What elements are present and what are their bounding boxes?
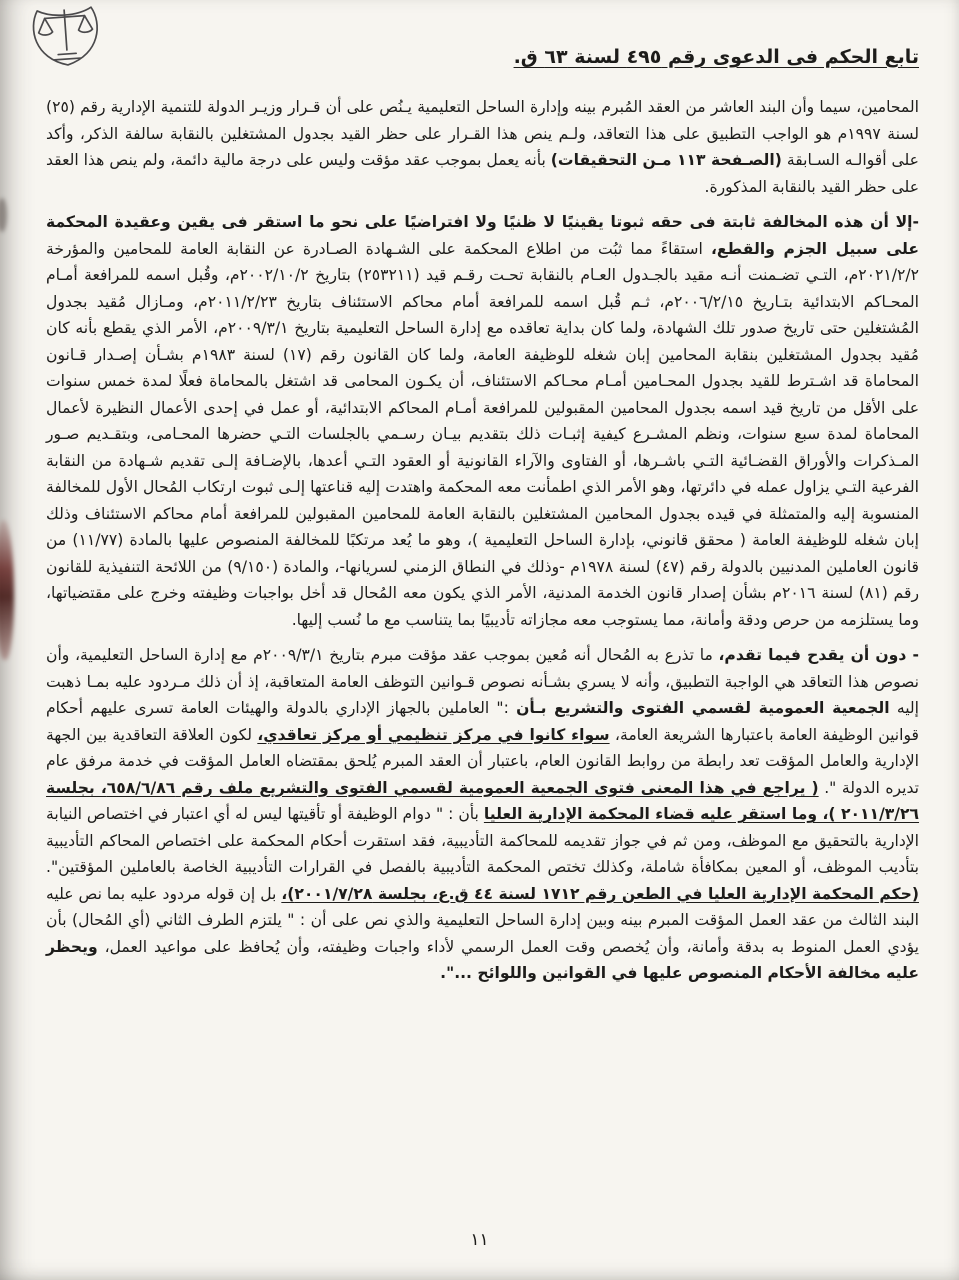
text-segment-bold: الجمعية العمومية لقسمي الفتوى والتشريع بـأن xyxy=(516,699,890,717)
text-segment-bold-underline: (حكم المحكمة الإدارية العليا في الطعن رقم ١٧١٢ لسنة ٤٤ ق.ع، بجلسة ٢٠٠١/٧/٢٨)، xyxy=(281,884,919,903)
text-segment: بل إن قوله مردود عليه بما نص عليه البند الثالث من عقد العمل المؤقت المبرم بينه وبين إدارة الساحل التعليمية والذي نص على أن : " يلتزم الطرف الثاني (أي المُحال) بأن يؤدي العمل المنوط به بدقة وأمانة، وأن يُخصص وقت العمل الرسمي لأداء واجبات وظيفته، وأن يُحافظ على مواعيد العمل، xyxy=(46,884,919,956)
text-segment: بأن : " دوام الوظيفة أو تأقيتها ليس له أي اعتبار في اختصاص النيابة الإدارية بالتحقيق مع الموظف، ومن ثم في جواز تقديمه للمحاكمة التأديبية، فقد استقرت أحكام المحكمة على اختصاص المحاكم التأديبية بتأديب الموظف، أو المعين بمكافأة شاملة، وكذلك تختص المحكمة التأديبية بالفصل في القرارات التأديبية الخاصة بالعاملين المؤقتين". xyxy=(46,805,919,876)
text-segment-bold: -إلا أن هذه المخالفة ثابتة فى حقه ثبوتا يقينيًا لا ظنيًا ولا افتراضيًا على نحو ما استقر فى يقين وعقيدة المحكمة على سبيل الجزم والقطع، xyxy=(46,213,919,258)
text-segment: المحامين، سيما وأن البند العاشر من العقد المُبرم بينه وإدارة الساحل التعليمية يـنُص على أن قـرار وزيـر الدولة للتنمية الإدارية رقم (٢٥) لسنة ١٩٩٧م هو الواجب التطبيق على هذا التعاقد، ولـم ينص هذا القـرار على حظر القيد بجدول المشتغلين بالنقابة سالفة الذكر، وأكد على أقوالـه السـابقة xyxy=(46,98,919,169)
case-header-title: تابع الحكم فى الدعوى رقم ٤٩٥ لسنة ٦٣ ق. xyxy=(513,46,919,68)
paragraph-contract-clause xyxy=(46,94,919,200)
text-segment: ما تذرع به المُحال أنه مُعين بموجب عقد مؤقت مبرم بتاريخ ٢٠٠٩/٣/١م مع إدارة الساحل التعليمية، وأن نصوص هذا التعاقد هي الواجبة التطبيق، وأنه لا يسري بشـأنه نصوص قـوانين التوظف العامة المتعاقبة، إذ أن ذلك مـردود عليه بمـا ذهبت إليه xyxy=(46,646,920,717)
text-segment: لكون العلاقة التعاقدية بين الجهة الإدارية والعامل المؤقت تعد رابطة من روابط القانون العام، باعتبار أن العقد المبرم يُلحق بمقتضاه العامل المؤقت في خدمة مرفق عام تديره الدولة ". xyxy=(46,725,919,797)
paragraph-violation-finding xyxy=(46,209,919,633)
court-seal-icon xyxy=(24,1,108,72)
text-segment: بأنه يعمل بموجب عقد مؤقت وليس على درجة مالية دائمة، ولم ينص هذا العقد على حظر القيد بالنقابة المذكورة. xyxy=(46,151,919,196)
edge-smudge-artifact xyxy=(0,198,7,232)
paragraph-rebuttal xyxy=(46,642,919,987)
page-number: ١١ xyxy=(470,1230,489,1250)
text-segment-bold-underline: ( يراجع في هذا المعنى فتوى الجمعية العمومية لقسمي الفتوى والتشريع ملف رقم ٦٥٨/٦/٨٦، بجلسة ٢٠١١/٣/٢٦ )، وما استقر عليه قضاء المحكمة الإدارية العليا xyxy=(46,778,920,823)
text-segment: استقاءً مما ثبُت من اطلاع المحكمة على الشـهادة الصـادرة عن النقابة العامة للمحامين والمؤرخة ٢٠٢١/٢/٢م، التـي تضـمنت أنـه مقيد بالجـدول العـام بالنقابة تحـت رقـم قيد (٢٥٣٢١١) بتاريخ ٢٠٠٢/١٠/٢م، وقُبل اسمه للمرافعة أمـام المحـاكم الابتدائية بتـاريخ ٢٠٠٦/٢/١٥م، ثـم قُبل اسمه للمرافعة أمام محاكم الاستئناف بتاريخ ٢٠١١/٢/٢٣م، ومـازال مُقيد بجدول المُشتغلين حتى تاريخ صدور تلك الشهادة، ولما كان بداية تعاقده مع إدارة الساحل التعليمية بتاريخ ٢٠٠٩/٣/١م، الأمر الذي يقطع بأنه كان مُقيد بجدول المشتغلين بنقابة المحامين إبان شغله للوظيفة العامة، ولما كان القانون رقم (١٧) لسنة ١٩٨٣م بشـأن إصـدار قـانون المحاماة قد اشـترط للقيد بجدول المحـامين أمـام محـاكم الاستئناف، أن يكـون المحامى قد اشتغل بالمحاماة فعلًا لمدة خمس سنوات على الأقل من تاريخ قيد اسمه بجدول المحامين المقبولين للمرافعة أمـام المحاكم الابتدائية، أو عمل في إحدى الأعمال النظيرة لأعمال المحاماة لمدة سبع سنوات، ونظم المشـرع كيفية إثبـات ذلك بتقديم بيـان رسـمي بالجلسات التـي حضرها المحـامى، وبتقـديم صـور المـذكرات والأوراق القضـائية التـي باشـرها، أو الفتاوى والآراء القانونية أو العقود التـي أعدها، بالإضـافة إلـى تقديم شـهادة من النقابة الفرعية التـي يزاول عمله في دائرتها، وهو الأمر الذي اطمأنت معه المحكمة واهتدت إليه قناعتها إلـى ثبوت ارتكاب المُحال الأول للمخالفة المنسوبة إليه والمتمثلة في قيده بجدول المحامين المشتغلين بالنقابة العامة للمحامين المقبولين للمرافعة أمام محاكم الاستئناف وذلك إبان شغله للوظيفة العامة ( محقق قانوني، بإدارة الساحل التعليمية )، وهو ما يُعد مرتكبًا للمخالفة المنصوص عليها بالمادة (١١/٧٧) من قانون العاملين المدنيين بالدولة رقم (٤٧) لسنة ١٩٧٨م -وذلك في النطاق الزمني لسريانها-، والمادة (٩/١٥٠) من اللائحة التنفيذية للقانون رقم (٨١) لسنة ٢٠١٦م بشأن إصدار قانون الخدمة المدنية، الأمر الذي يكون معه المُحال قد أخل بواجبات وظيفته وخرج على مقتضياتها، وما يستلزمه من حرص ودقة وأمانة، مما يستوجب معه مجازاته تأديبيًا بما يتناسب مع ما نُسب إليها. xyxy=(46,239,920,629)
header-row xyxy=(46,46,919,68)
text-segment-bold-underline: سواء كانوا في مركز تنظيمي أو مركز تعاقدي، xyxy=(257,725,610,744)
ink-smudge-artifact xyxy=(0,520,14,660)
text-segment-bold: (الصـفحة ١١٣ مـن التحقيقات) xyxy=(550,151,782,169)
judgment-body-text xyxy=(46,94,919,987)
text-segment-bold: ويحظر عليه مخالفة الأحكام المنصوص عليها في القوانين واللوائح ...". xyxy=(46,937,919,982)
text-segment: :" العاملين بالجهاز الإداري بالدولة والهيئات العامة تسرى عليهم أحكام قوانين الوظيفة العامة باعتبارها الشريعة العامة، xyxy=(46,699,919,744)
text-segment-bold: - دون أن يقدح فيما تقدم، xyxy=(718,646,919,664)
